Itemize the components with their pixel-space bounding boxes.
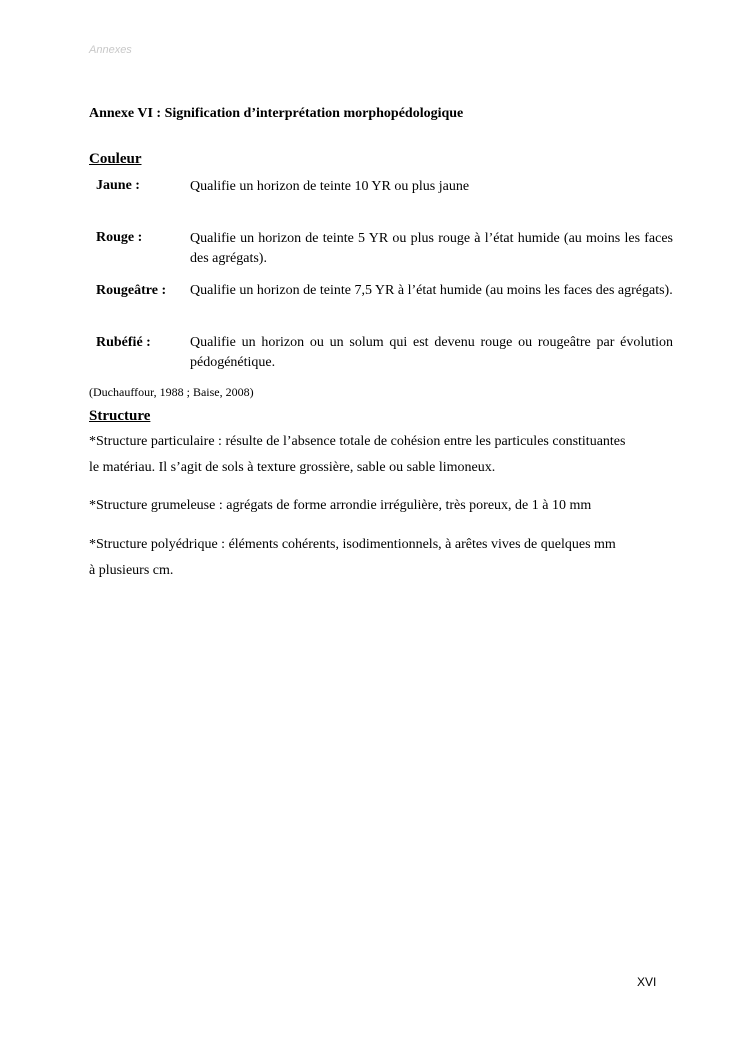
term-rougeatre: Rougeâtre : [96, 283, 167, 298]
paragraph-line: *Structure grumeleuse : agrégats de forme arrondie irrégulière, très poreux, de 1 à 10 mm [89, 498, 592, 513]
annex-title: Annexe VI : Signification d’interprétation morphopédologique [89, 106, 464, 121]
definition-rubefie: Qualifie un horizon ou un solum qui est devenu rouge ou rougeâtre par évolution pédogénétique. [190, 335, 673, 370]
paragraph-structure-grumeleuse [89, 495, 669, 517]
paragraph-line: le matériau. Il s’agit de sols à texture grossière, sable ou sable limoneux. [89, 460, 496, 475]
running-header: Annexes [89, 44, 132, 56]
page-number: XVI [637, 975, 657, 989]
paragraph-line: à plusieurs cm. [89, 563, 174, 578]
paragraph-line: *Structure polyédrique : éléments cohérents, isodimentionnels, à arêtes vives de quelques mm [89, 537, 616, 552]
definition-jaune: Qualifie un horizon de teinte 10 YR ou plus jaune [190, 179, 470, 194]
definition-rouge: Qualifie un horizon de teinte 5 YR ou plus rouge à l’état humide (au moins les faces des agrégats). [190, 231, 673, 266]
paragraph-line: *Structure particulaire : résulte de l’absence totale de cohésion entre les particules constituantes [89, 434, 626, 449]
term-rouge: Rouge : [96, 230, 143, 245]
term-rubefie: Rubéfié : [96, 335, 151, 350]
term-jaune: Jaune : [96, 178, 140, 193]
definition-rougeatre: Qualifie un horizon de teinte 7,5 YR à l’état humide (au moins les faces des agrégats). [190, 283, 673, 298]
section-heading-structure: Structure [89, 408, 151, 424]
paragraph-structure-polyedrique [89, 534, 669, 582]
paragraph-structure-particulaire [89, 431, 669, 479]
citation: (Duchauffour, 1988 ; Baise, 2008) [89, 385, 254, 399]
section-heading-couleur: Couleur [89, 151, 142, 167]
